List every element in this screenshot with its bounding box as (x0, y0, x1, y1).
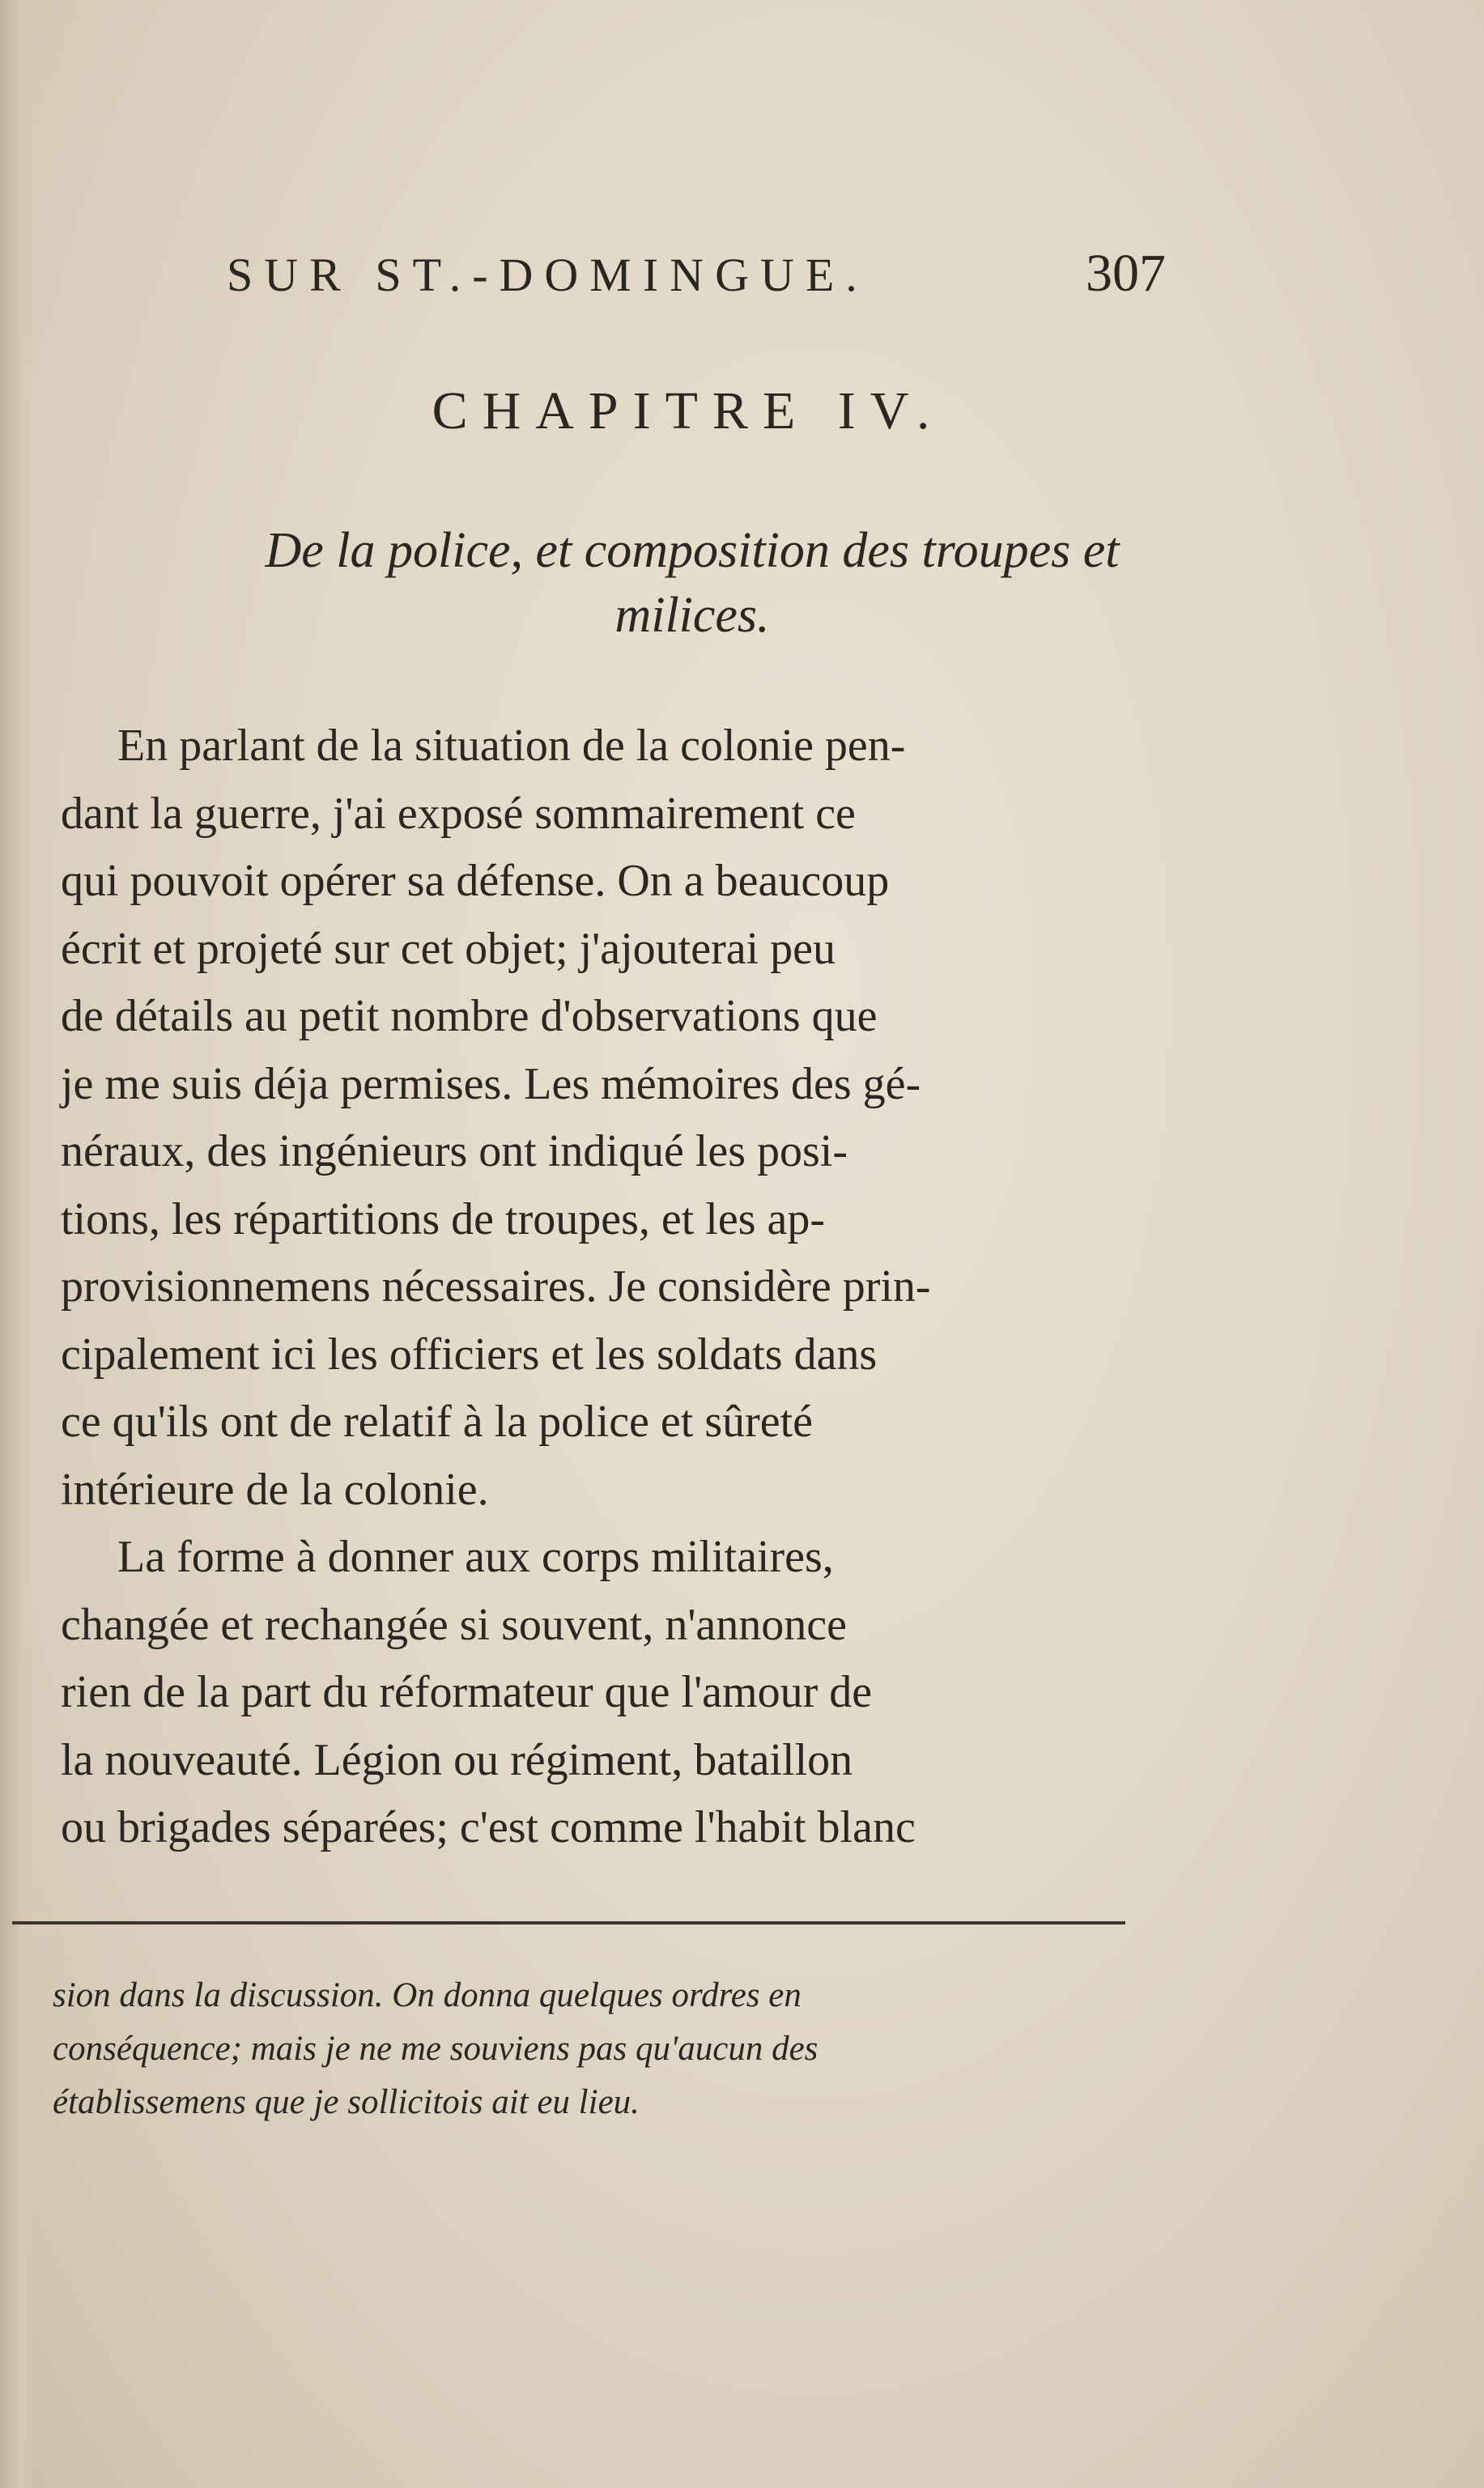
body-line: intérieure de la colonie. (61, 1464, 489, 1515)
body-line: dant la guerre, j'ai exposé sommairement ce (61, 788, 856, 839)
body-line: La forme à donner aux corps militaires, (117, 1532, 834, 1582)
chapter-title: CHAPITRE IV. (432, 381, 945, 440)
body-line: qui pouvoit opérer sa défense. On a beaucoup (61, 856, 890, 906)
body-line: rien de la part du réformateur que l'amour de (61, 1667, 873, 1717)
running-title: SUR ST.-DOMINGUE. (227, 249, 869, 301)
subtitle-line: milices. (614, 588, 770, 643)
body-line: ce qu'ils ont de relatif à la police et sûreté (61, 1397, 814, 1447)
body-text (61, 712, 1146, 1862)
body-line: ou brigades séparées; c'est comme l'habit blanc (61, 1802, 916, 1852)
chapter-subtitle (194, 518, 1190, 648)
body-line: néraux, des ingénieurs ont indiqué les posi- (61, 1126, 848, 1176)
body-line: changée et rechangée si souvent, n'annonce (61, 1599, 847, 1650)
body-line: de détails au petit nombre d'observations que (61, 991, 878, 1041)
running-head (227, 243, 1166, 308)
footnote-rule (12, 1921, 1125, 1924)
footnote-line: établissemens que je sollicitois ait eu lieu. (53, 2083, 640, 2121)
page-gutter-shadow (0, 0, 34, 2488)
body-line: provisionnemens nécessaires. Je considère prin- (61, 1261, 931, 1312)
body-line: je me suis déja permises. Les mémoires des gé- (61, 1058, 921, 1109)
body-line: tions, les répartitions de troupes, et les ap- (61, 1193, 825, 1244)
footnote-line: sion dans la discussion. On donna quelques ordres en (53, 1976, 802, 2014)
body-line: En parlant de la situation de la colonie pen- (117, 721, 906, 771)
subtitle-line: De la police, et composition des troupes et (265, 523, 1120, 578)
footnote-line: conséquence; mais je ne me souviens pas qu'aucun des (53, 2030, 819, 2068)
body-line: la nouveauté. Légion ou régiment, bataillon (61, 1734, 853, 1785)
body-line: écrit et projeté sur cet objet; j'ajouterai peu (61, 923, 836, 974)
footnote (53, 1969, 1154, 2129)
page-number: 307 (1086, 244, 1166, 303)
body-line: cipalement ici les officiers et les soldats dans (61, 1329, 878, 1380)
